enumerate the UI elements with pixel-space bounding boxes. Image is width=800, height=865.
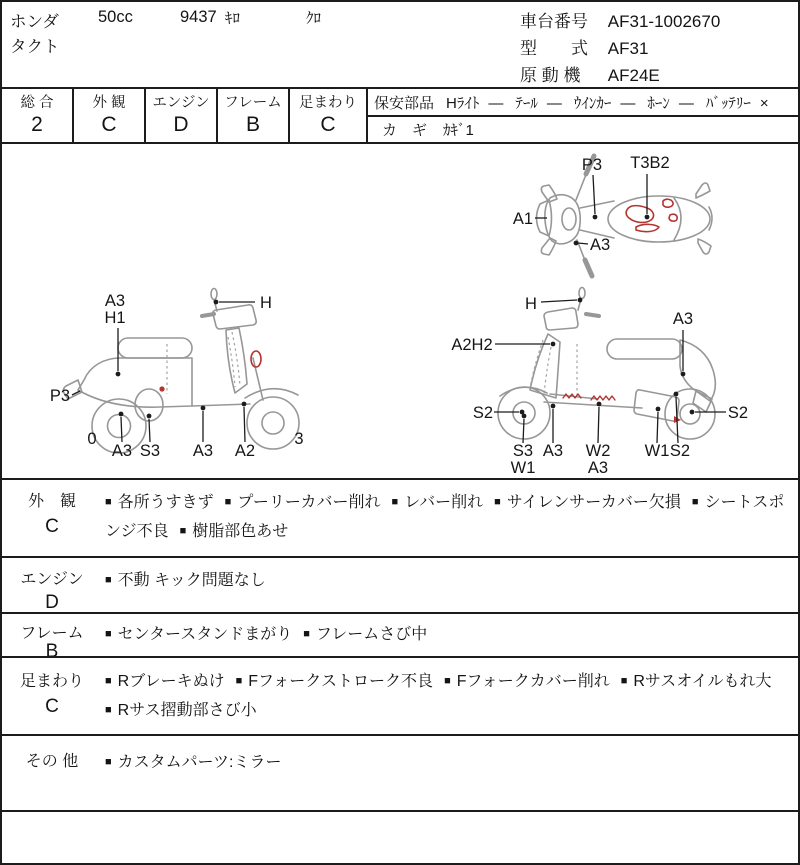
bullet-square-icon: ■ [105,628,112,640]
label-w2: W2 [585,442,611,460]
section-label: フレーム [20,625,84,642]
engine-label: 原 動 機 [520,66,581,85]
displacement: 50cc [98,8,133,26]
bullet-square-icon: ■ [105,675,112,687]
grade-value: 2 [31,113,43,136]
grade-value: C [320,113,336,136]
color-code: ｸﾛ [306,10,322,27]
bullet-square-icon: ■ [391,496,399,508]
bullet-square-icon: ■ [105,704,112,716]
bullet-square-icon: ■ [691,496,699,508]
grade-value: D [173,113,189,136]
scooter-left-view [50,289,304,461]
comment-item: ■ Rサス摺動部さび小 [105,702,257,719]
section-label: 外 観 [27,493,76,510]
key-row [368,117,798,142]
comment-item: ■ Rサスオイルもれ大 [620,673,772,690]
bullet-square-icon: ■ [444,675,451,687]
section-engine [2,556,798,612]
label-w1-right-a: W1 [510,459,536,477]
grade-label: 足まわり [299,95,357,111]
comment-item: ■ フレームさび中 [303,626,428,643]
section-grade: B [45,641,59,662]
grade-cell-undercarriage [290,89,368,142]
label-a3-rearbody: A3 [672,310,694,328]
safety-item: ﾊﾞｯﾃﾘｰ × [705,94,769,112]
section-comments [105,736,792,778]
section-comments [105,480,792,547]
label-s2-rear: S2 [727,404,749,422]
label-p3-top: P3 [581,156,603,174]
label-t3b2: T3B2 [630,154,670,172]
label-a3-under: A3 [587,459,609,477]
grade-label: 総 合 [20,95,54,111]
comment-item: ■ 各所うすきず [105,494,214,511]
comment-item: ■ シートスポンジ不良 [105,494,785,540]
label-h-left: H [260,294,272,312]
section-grade: D [45,592,59,613]
comment-item: ■ カスタムパーツ:ミラー [105,754,282,771]
scooter-right-view [451,288,748,478]
key-label: カ ギ [382,122,428,139]
section-comments [105,558,792,596]
section-label: その 他 [25,753,79,770]
label-s2-front: S2 [472,404,494,422]
label-a3-top: A3 [590,236,611,254]
safety-item: Hﾗｲﾄ ― [446,94,504,112]
safety-parts-items [434,92,769,113]
section-frame [2,612,798,662]
label-p3-left: P3 [49,387,71,405]
mileage-value: 9437 [180,8,217,26]
scooter-top-view [513,154,712,276]
comment-item: ■ Rブレーキぬけ [105,673,225,690]
section-exterior [2,478,798,556]
key-value: ｶｷﾞ1 [443,122,474,139]
label-s2-bottom: S2 [669,442,691,460]
section-undercarriage [2,656,798,734]
label-rear-depth: 3 [294,430,304,448]
label-h-right: H [525,295,537,313]
label-w1-right-b: W1 [644,442,670,460]
engine-value: AF24E [607,66,660,85]
section-grade: C [45,516,59,537]
chassis-number-row [520,7,720,32]
label-s3-left: S3 [139,442,161,460]
bullet-square-icon: ■ [179,525,187,537]
bullet-square-icon: ■ [105,574,112,586]
safety-item: ﾃｰﾙ ― [515,94,562,112]
section-label: エンジン [20,571,84,588]
label-a3-h1-a: A3 [104,292,126,310]
comment-item: ■ Fフォークストローク不良 [235,673,434,690]
label-a3-floor-right: A3 [542,442,564,460]
safety-parts-panel [368,89,798,142]
label-a3-floor-left: A3 [192,442,214,460]
label-a3-h1-b: H1 [104,309,126,327]
comment-item: ■ 不動 キック問題なし [105,572,266,589]
label-a1: A1 [512,210,534,228]
comment-item: ■ センタースタンドまがり [105,626,293,643]
comment-item: ■ Fフォークカバー削れ [444,673,610,690]
bullet-square-icon: ■ [494,496,501,508]
grade-value: B [245,113,260,136]
section-comments [105,614,792,650]
chassis-number-label: 車台番号 [520,12,588,31]
section-other [2,734,798,810]
safety-item: ｳｲﾝｶｰ ― [573,94,636,112]
grade-cell-frame [218,89,290,142]
bullet-square-icon: ■ [303,628,310,640]
grade-cell-engine [146,89,218,142]
safety-item: ﾎｰﾝ ― [647,94,694,112]
section-grade: C [45,696,59,717]
bullet-square-icon: ■ [224,496,232,508]
comment-item: ■ 樹脂部色あせ [179,523,289,540]
mileage-unit: ｷﾛ [225,10,241,27]
grade-label: エンジン [152,95,210,111]
maker-name: ホンダ [10,13,59,31]
label-s3-right: S3 [512,442,534,460]
label-front-depth: 0 [87,430,97,448]
bullet-square-icon: ■ [105,756,112,768]
section-label: 足まわり [19,673,84,690]
chassis-number-value: AF31-1002670 [607,12,721,31]
grade-label: フレーム [224,95,282,111]
bullet-square-icon: ■ [620,675,628,687]
type-label: 型 式 [520,39,588,58]
grade-table [2,87,798,144]
section-comments [105,658,792,726]
label-a3-rearwheel: A3 [111,442,133,460]
engine-row [520,61,660,86]
section-empty [2,810,798,863]
damage-diagram [2,144,798,479]
comment-item: ■ レバー削れ [391,494,484,511]
grade-label: 外 観 [92,95,126,111]
bullet-square-icon: ■ [105,496,112,508]
model-name: タクト [10,38,60,56]
safety-parts-label: 保安部品 [374,94,435,112]
grade-cell-total [2,89,74,142]
type-value: AF31 [607,39,649,58]
safety-parts-row [368,89,798,117]
comment-item: ■ プーリーカバー削れ [224,494,381,511]
label-a2-left: A2 [234,442,256,460]
comment-item: ■ サイレンサーカバー欠損 [494,494,681,511]
grade-value: C [101,113,117,136]
grade-cell-exterior [74,89,146,142]
type-row [520,34,648,59]
bullet-square-icon: ■ [235,675,243,687]
label-a2h2: A2H2 [451,336,493,354]
